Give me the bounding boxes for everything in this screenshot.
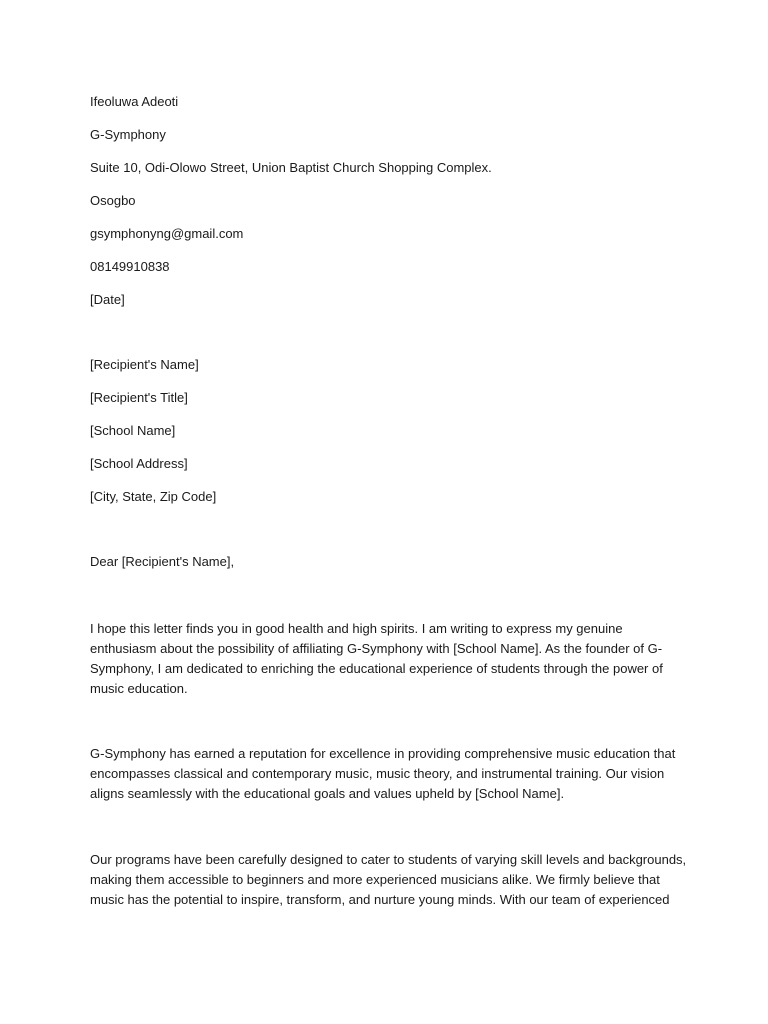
paragraph-line: G-Symphony has earned a reputation for excellence in providing comprehensive music education that [90, 746, 676, 761]
sender-email: gsymphonyng@gmail.com [90, 226, 244, 241]
body-paragraph-3 [90, 850, 687, 910]
body-paragraph-1 [90, 619, 680, 699]
paragraph-line: music has the potential to inspire, transform, and nurture young minds. With our team of experienced [90, 892, 670, 907]
paragraph-line: encompasses classical and contemporary music, music theory, and instrumental training. Our vision [90, 766, 665, 781]
paragraph-line: music education. [90, 681, 188, 696]
sender-company: G-Symphony [90, 127, 166, 142]
paragraph-line: enthusiasm about the possibility of affiliating G-Symphony with [School Name]. As the founder of G- [90, 641, 663, 656]
paragraph-line: Our programs have been carefully designed to cater to students of varying skill levels and backgrounds, [90, 852, 687, 867]
paragraph-line: aligns seamlessly with the educational goals and values upheld by [School Name]. [90, 786, 565, 801]
body-paragraph-2 [90, 744, 680, 804]
paragraph-line: Symphony, I am dedicated to enriching the educational experience of students through the power of [90, 661, 663, 676]
salutation: Dear [Recipient's Name], [90, 554, 235, 569]
recipient-city-state-zip: [City, State, Zip Code] [90, 489, 217, 504]
letter-date: [Date] [90, 292, 125, 307]
sender-name: Ifeoluwa Adeoti [90, 94, 179, 109]
sender-phone: 08149910838 [90, 259, 170, 274]
recipient-title: [Recipient's Title] [90, 390, 188, 405]
recipient-name: [Recipient's Name] [90, 357, 199, 372]
sender-address: Suite 10, Odi-Olowo Street, Union Baptist Church Shopping Complex. [90, 160, 492, 175]
paragraph-line: I hope this letter finds you in good health and high spirits. I am writing to express my genuine [90, 621, 623, 636]
recipient-address: [School Address] [90, 456, 188, 471]
sender-city: Osogbo [90, 193, 136, 208]
recipient-school: [School Name] [90, 423, 176, 438]
paragraph-line: making them accessible to beginners and more experienced musicians alike. We firmly believe that [90, 872, 660, 887]
